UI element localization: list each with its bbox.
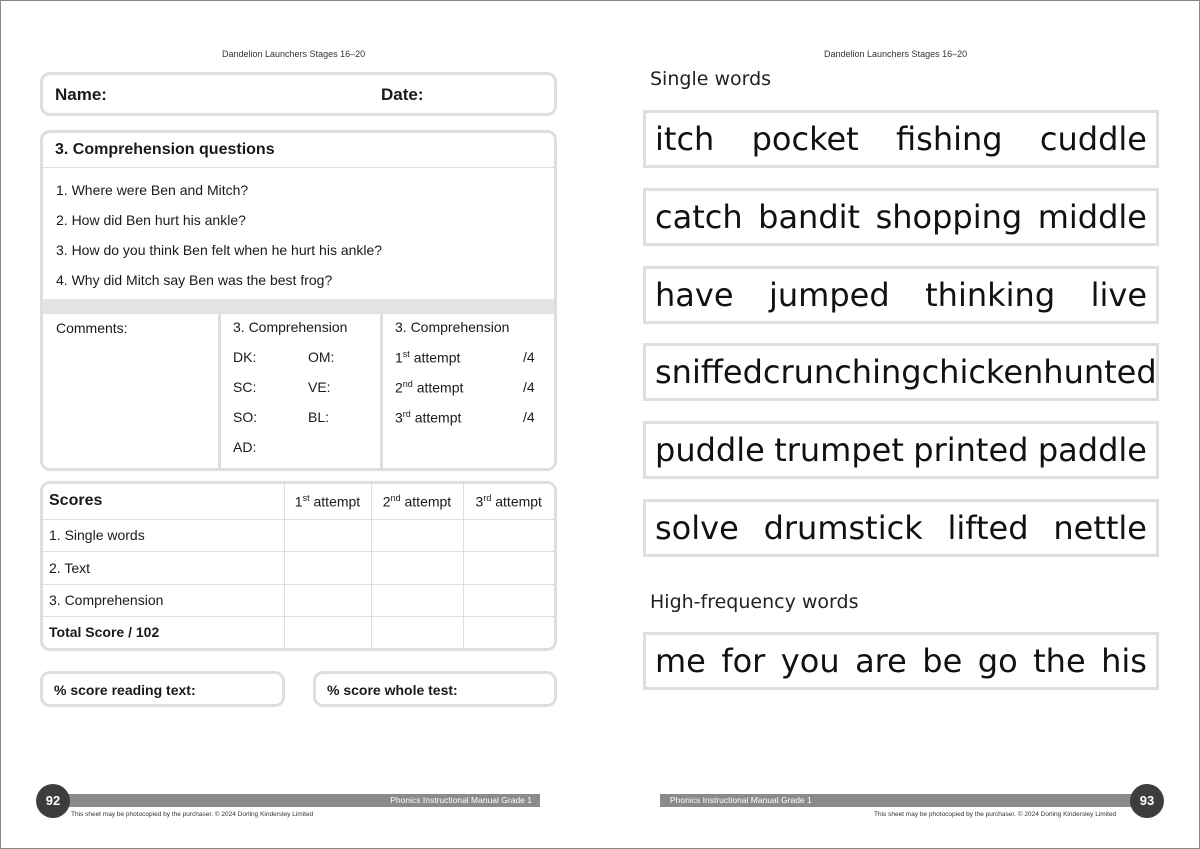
table-row — [43, 584, 554, 616]
grey-band — [43, 299, 554, 314]
word: hunted — [1043, 353, 1157, 391]
footer-bar — [52, 794, 540, 807]
question-2: 2. How did Ben hurt his ankle? — [56, 212, 246, 228]
score-cell[interactable] — [284, 616, 371, 648]
page-number: 93 — [1130, 784, 1164, 818]
word-row — [643, 343, 1159, 401]
footer-text: Phonics Instructional Manual Grade 1 — [390, 795, 532, 805]
footer-bar — [660, 794, 1148, 807]
word: catch — [655, 198, 743, 236]
score-cell[interactable] — [371, 519, 463, 551]
question-4: 4. Why did Mitch say Ben was the best frog? — [56, 272, 333, 288]
attempt-1-label: 1st attempt — [395, 349, 461, 366]
word-row — [643, 188, 1159, 246]
hf-word: his — [1101, 642, 1147, 680]
code-so: SO: — [233, 409, 258, 425]
score-cell[interactable] — [463, 552, 554, 584]
divider — [43, 167, 554, 168]
word: jumped — [768, 276, 890, 314]
divider — [218, 314, 221, 471]
table-row — [43, 484, 554, 519]
word: trumpet — [774, 431, 904, 469]
code-dk: DK: — [233, 349, 257, 365]
attempts-header: 3. Comprehension — [395, 319, 510, 335]
word: drumstick — [763, 509, 923, 547]
word: thinking — [925, 276, 1056, 314]
word-row — [643, 421, 1159, 479]
word: fishing — [896, 120, 1003, 158]
hf-word: you — [780, 642, 840, 680]
word: chicken — [921, 353, 1044, 391]
divider — [380, 314, 383, 471]
word-row — [643, 110, 1159, 168]
column-header: 2nd attempt — [371, 484, 463, 519]
series-title: Dandelion Launchers Stages 16–20 — [222, 49, 366, 59]
code-ve: VE: — [308, 379, 331, 395]
score-cell[interactable] — [463, 519, 554, 551]
pct-whole-field[interactable]: % score whole test: — [313, 671, 557, 707]
comprehension-title: 3. Comprehension questions — [55, 141, 275, 158]
comments-label: Comments: — [56, 320, 128, 336]
attempt-2-label: 2nd attempt — [395, 379, 464, 396]
score-cell[interactable] — [371, 616, 463, 648]
word: crunching — [762, 353, 922, 391]
hf-word-row — [643, 632, 1159, 690]
column-header: 3rd attempt — [463, 484, 554, 519]
word: nettle — [1053, 509, 1147, 547]
scores-table — [40, 481, 557, 651]
footer-text: Phonics Instructional Manual Grade 1 — [670, 795, 812, 805]
hf-heading: High-frequency words — [650, 591, 859, 613]
word: lifted — [947, 509, 1029, 547]
hf-word: for — [721, 642, 766, 680]
table-row — [43, 519, 554, 551]
column-header: 1st attempt — [284, 484, 371, 519]
hf-word: the — [1033, 642, 1086, 680]
hf-word: me — [655, 642, 706, 680]
score-cell[interactable] — [371, 552, 463, 584]
word: solve — [655, 509, 739, 547]
score-cell[interactable] — [371, 584, 463, 616]
series-title: Dandelion Launchers Stages 16–20 — [824, 49, 968, 59]
single-words-heading: Single words — [650, 68, 772, 90]
word: have — [655, 276, 734, 314]
word: live — [1090, 276, 1147, 314]
word: paddle — [1037, 431, 1147, 469]
word: cuddle — [1039, 120, 1147, 158]
table-row — [43, 616, 554, 648]
copyright: This sheet may be photocopied by the purchaser. © 2024 Dorling Kindersley Limited — [71, 811, 314, 818]
total-score-label: Total Score / 102 — [43, 616, 284, 648]
word: bandit — [758, 198, 861, 236]
row-label: 3. Comprehension — [43, 584, 284, 616]
row-label: 2. Text — [43, 552, 284, 584]
attempt-3-max: /4 — [523, 409, 535, 425]
score-cell[interactable] — [463, 584, 554, 616]
word: shopping — [875, 198, 1023, 236]
date-label: Date: — [381, 85, 424, 104]
word: sniffed — [655, 353, 763, 391]
copyright: This sheet may be photocopied by the purchaser. © 2024 Dorling Kindersley Limited — [874, 811, 1117, 818]
question-1: 1. Where were Ben and Mitch? — [56, 182, 249, 198]
word: itch — [655, 120, 715, 158]
attempt-1-max: /4 — [523, 349, 535, 365]
table-row — [43, 552, 554, 584]
hf-word: are — [855, 642, 907, 680]
code-bl: BL: — [308, 409, 330, 425]
word: printed — [913, 431, 1029, 469]
name-label: Name: — [55, 85, 107, 104]
row-label: 1. Single words — [43, 519, 284, 551]
hf-word: go — [977, 642, 1018, 680]
codes-header: 3. Comprehension — [233, 319, 348, 335]
word-row — [643, 266, 1159, 324]
word-row — [643, 499, 1159, 557]
scores-header: Scores — [43, 484, 284, 519]
score-cell[interactable] — [284, 552, 371, 584]
pct-reading-field[interactable]: % score reading text: — [40, 671, 285, 707]
attempt-2-max: /4 — [523, 379, 535, 395]
page-number: 92 — [36, 784, 70, 818]
score-cell[interactable] — [284, 584, 371, 616]
hf-word: be — [922, 642, 963, 680]
word: puddle — [655, 431, 765, 469]
code-om: OM: — [308, 349, 335, 365]
code-sc: SC: — [233, 379, 257, 395]
word: middle — [1037, 198, 1147, 236]
code-ad: AD: — [233, 439, 257, 455]
comprehension-box — [40, 130, 557, 471]
name-date-box — [40, 72, 557, 116]
score-cell[interactable] — [284, 519, 371, 551]
score-cell[interactable] — [463, 616, 554, 648]
word: pocket — [751, 120, 859, 158]
attempt-3-label: 3rd attempt — [395, 409, 462, 426]
question-3: 3. How do you think Ben felt when he hurt his ankle? — [56, 242, 383, 258]
